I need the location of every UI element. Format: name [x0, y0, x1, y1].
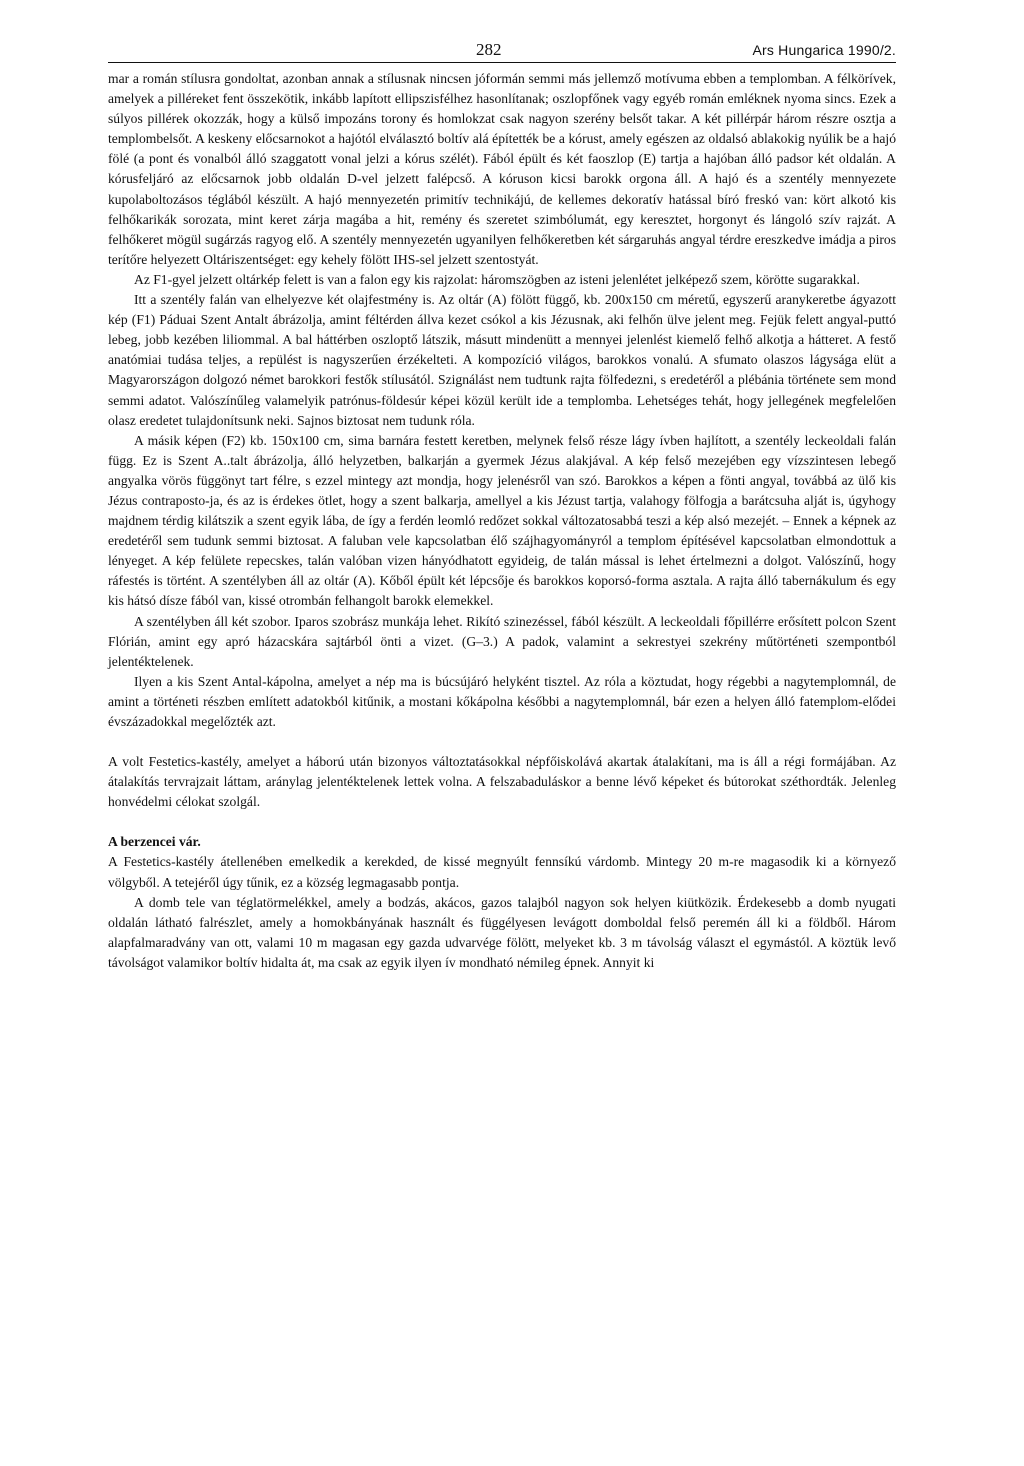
- article-body: [108, 69, 896, 973]
- page-number: 282: [476, 40, 502, 59]
- paragraph: A másik képen (F2) kb. 150x100 cm, sima barnára festett keretben, melynek felső része lágy ívben hajlított, a szentély leckeoldali falán függ. Ez is Szent A..talt ábrázolja, álló helyzetben, balkarján a gyermek Jézus alakjával. A kép felső mezejében egy vízszintesen lebegő angyalka vörös függönyt tart félre, s ezzel mintegy azt mondja, hogy jelenésről van szó. Barokkos a képen a fönti angyal, továbbá az ülő kis Jézus contraposto-ja, és az is érdekes ötlet, hogy a szent balkarja, amellyel a kis Jézust tartja, valahogy fölfogja a barátcsuha alját is, úgyhogy majdnem térdig kilátszik a szent egyik lába, de így a ferdén leomló redőzet sokkal változatosabbá teszi a kép alsó mezejét. – Ennek a képnek az eredetéről sem tudunk semmi biztosat. A faluban vele kapcsolatban élő szájhagyományról a templom építésével kapcsolatban elmondottuk a lényeget. A kép felülete repecskes, talán valóban vizen hányódhatott egyideig, de talán mással is lehet értelmezni a dolgot. Valószínű, hogy ráfestés is történt. A szentélyben áll az oltár (A). Kőből épült két lépcsője és barokkos koporsó-forma asztala. A rajta álló tabernákulum és egy kis hátsó dísze fából van, kissé otrombán felhangolt barokk elemekkel.: [108, 432, 896, 609]
- paragraph: A Festetics-kastély átellenében emelkedik a kerekded, de kissé megnyúlt fennsíkú várdomb. Mintegy 20 m-re magasodik ki a környező völgyből. A tetejéről úgy tűnik, ez a község legmagasabb pontja.: [108, 854, 896, 890]
- paragraph: Az F1-gyel jelzett oltárkép felett is van a falon egy kis rajzolat: háromszögben az isteni jelenlétet jelképező szem, körötte sugarakkal.: [134, 271, 860, 287]
- section-heading: A berzencei vár.: [108, 834, 201, 850]
- document-page: [108, 40, 896, 973]
- paragraph: A szentélyben áll két szobor. Iparos szobrász munkája lehet. Rikító szinezéssel, fából készült. A leckeoldali főpillérre erősített polcon Szent Flórián, amint egy apró házacskára sajtárból önti a vizet. (G–3.) A padok, valamint a sekrestyei szekrény műtörténeti szempontból jelentéktelenek.: [108, 613, 896, 669]
- page-header: [108, 40, 896, 63]
- paragraph: mar a román stílusra gondoltat, azonban annak a stílusnak nincsen jóformán semmi más jellemző motívuma ebben a templomban. A félkörívek, amelyek a pilléreket fent összekötik, inkább lapított ellipszisfélhez hasonlítanak; oszlopfőnek vagy egyéb román emléknek nyoma sincs. Ezek a súlyos pillérek okozzák, hogy a külső impozáns torony és homlokzat csak nagyon szerény belsőt takar. A két pillérpár három részre osztja a templombelsőt. A keskeny előcsarnokot a hajótól elválasztó boltív alá építették be a kórust, amely egészen az oldalsó ablakokig nyúlik be a hajó fölé (a pont és vonalból álló szaggatott vonal jelzi a kórus szélét). Fából épült és két faoszlop (E) tartja a hajóban álló padsor két oldalán. A kórusfeljáró az előcsarnok jobb oldalán D-vel jelzett falépcső. A kóruson kicsi barokk orgona áll. A hajó és a szentély mennyezete kupolaboltozásos téglából készült. A hajó mennyezetén primitív technikájú, de kellemes dekoratív hatással bíró freskó van: kört alkotó kis felhőkarikák sorozata, mint keret zárja magába a hit, remény és szeretet szimbólumát, egy keresztet, horgonyt és lángoló szív rajzát. A felhőkeret mögül sugárzás ragyog elő. A szentély mennyezetén ugyanilyen felhőkeretben két sárgaruhás angyal térdre ereszkedve imádja a piros terítőre helyezett Oltáriszentséget: egy kehely fölött IHS-sel jelzett szentostyát.: [108, 71, 896, 267]
- paragraph: A domb tele van téglatörmelékkel, amely a bodzás, akácos, gazos talajból nagyon sok helyen kiütközik. Érdekesebb a domb nyugati oldalán látható falrészlet, amely a homokbányának használt és függélyesen levágott domboldal felső peremén áll ki a földből. Három alapfalmaradvány van ott, valami 10 m magasan egy gazda udvarvége fölött, melyeket kb. 3 m távolság választ el egymástól. A köztük levő távolságot valamikor boltív hidalta át, ma csak az egyik ilyen ív mondható némileg épnek. Annyit ki: [108, 894, 896, 970]
- section-gap: [108, 732, 896, 752]
- journal-title: Ars Hungarica 1990/2.: [752, 42, 896, 58]
- paragraph: Ilyen a kis Szent Antal-kápolna, amelyet a nép ma is búcsújáró helyként tisztel. Az róla a köztudat, hogy régebbi a nagytemplomnál, de amint a történeti részben említett adatokból kitűnik, a mostani kőkápolna későbbi a nagytemplomnál, bár ezen a helyen álló fatemplom-elődei évszázadokkal megelőzték azt.: [108, 673, 896, 729]
- paragraph: A volt Festetics-kastély, amelyet a háború után bizonyos változtatásokkal népfőiskolává akartak átalakítani, ma is áll a régi formájában. Az átalakítás tervrajzait láttam, aránylag jelentéktelenek lettek volna. A felszabaduláskor a benne lévő képeket és bútorokat széthordták. Jelenleg honvédelmi célokat szolgál.: [108, 754, 896, 810]
- paragraph: Itt a szentély falán van elhelyezve két olajfestmény is. Az oltár (A) fölött függő, kb. 200x150 cm méretű, egyszerű aranykeretbe ágyazott kép (F1) Páduai Szent Antalt ábrázolja, amint féltérden állva kezet csókol a kis Jézusnak, aki felhőn ülve jelent meg. Fejük felett angyal-puttó lebeg, jobb kezében liliommal. A bal háttérben oszloptő látszik, másutt mindenütt a mennyei jelenlést kiemelő felhő alkotja a hátteret. A festő anatómiai tudása teljes, a repülést is nagyszerűen érzékelteti. A kompozíció világos, barokkos vonalú. A sfumato olaszos lágysága elüt a Magyarországon dolgozó német barokkori festők stílusától. Szignálást nem tudtunk rajta fölfedezni, s eredetéről a plébánia története sem mond semmi adatot. Valószínűleg valamelyik patrónus-földesúr képei közül került ide a templomba. Lehetséges tehát, hogy jellegének megfelelően olasz eredetet tulajdonítsunk neki. Sajnos biztosat nem tudunk róla.: [108, 292, 896, 428]
- section-gap: [108, 812, 896, 832]
